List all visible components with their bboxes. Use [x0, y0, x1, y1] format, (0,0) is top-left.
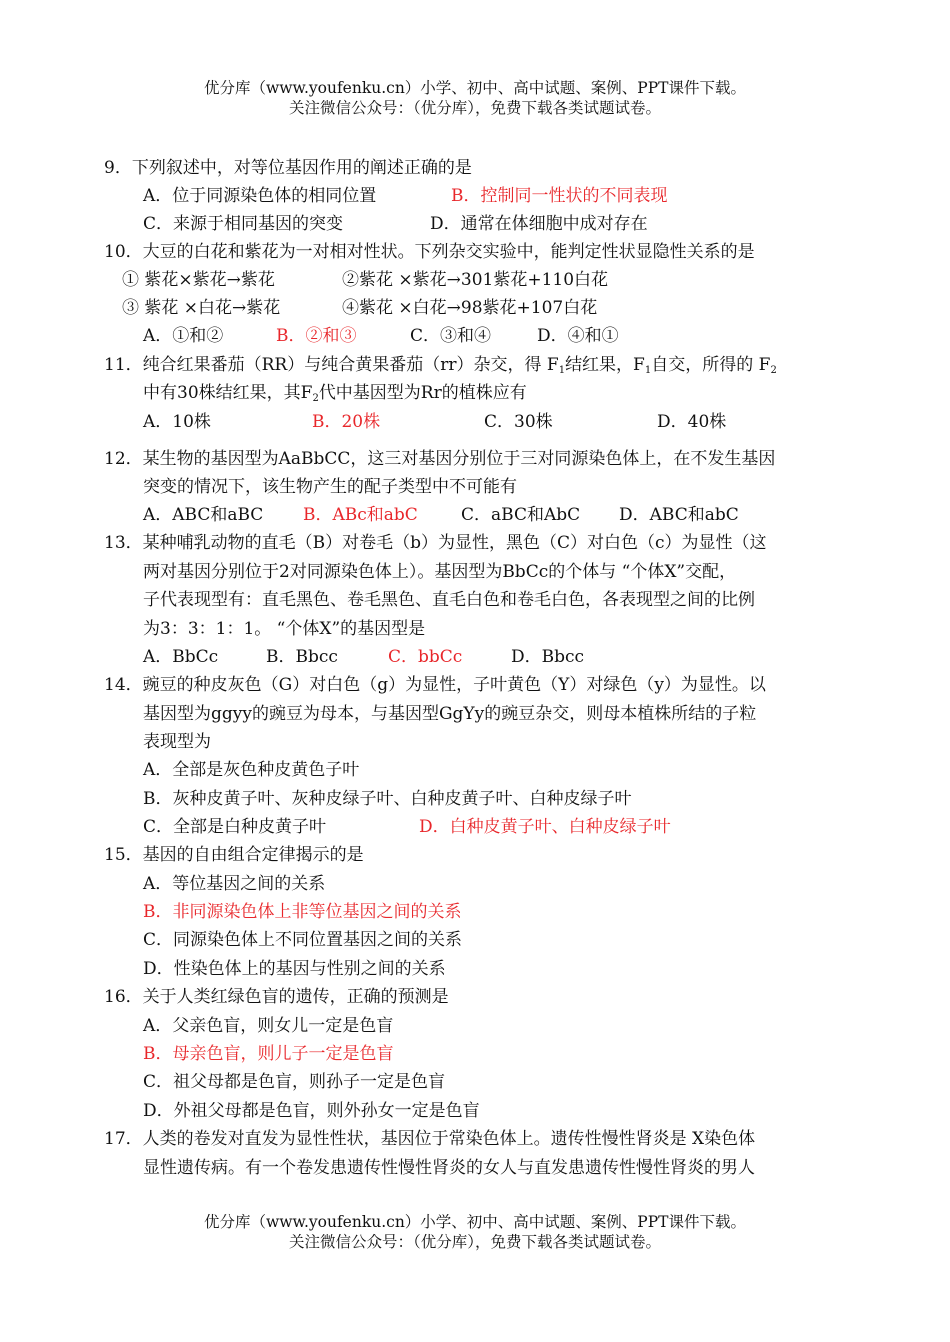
- q16-option-a: A．父亲色盲，则女儿一定是色盲: [143, 1016, 394, 1036]
- q10-option-b-answer: B．②和③: [276, 326, 357, 346]
- q16-option-b-answer: B．母亲色盲，则儿子一定是色盲: [143, 1044, 394, 1064]
- q16-option-d: D．外祖父母都是色盲，则外孙女一定是色盲: [143, 1101, 480, 1121]
- q15-option-c: C．同源染色体上不同位置基因之间的关系: [143, 930, 463, 950]
- q15-option-d: D．性染色体上的基因与性别之间的关系: [143, 959, 446, 979]
- q9-option-d: D．通常在体细胞中成对存在: [430, 214, 648, 234]
- subscript: 2: [770, 365, 777, 376]
- page-footer-line-1: 优分库（www.youfenku.cn）小学、初中、高中试题、案例、PPT课件下载。: [203, 1213, 747, 1231]
- subscript: 2: [312, 393, 319, 404]
- q16-option-c: C．祖父母都是色盲，则孙子一定是色盲: [143, 1072, 446, 1092]
- q10-option-c: C．③和④: [410, 326, 492, 346]
- q11-option-d: D．40株: [657, 412, 727, 432]
- q13-option-a: A．BbCc: [143, 647, 219, 667]
- q12-option-b-answer: B．ABc和abC: [303, 505, 418, 525]
- q11-option-c: C．30株: [484, 412, 553, 432]
- page-header-line-2: 关注微信公众号：（优分库），免费下载各类试题试卷。: [288, 99, 661, 117]
- q14-stem-line-2: 基因型为ggyy的豌豆为母本，与基因型GgYy的豌豆杂交，则母本植株所结的子粒: [143, 704, 757, 724]
- q13-stem-line-2: 两对基因分别位于2对同源染色体上）。基因型为BbCc的个体与 “个体X”交配，: [143, 562, 737, 582]
- q14-option-a: A．全部是灰色种皮黄色子叶: [143, 760, 360, 780]
- q9-option-b-answer: B．控制同一性状的不同表现: [451, 186, 668, 206]
- q11-stem-line-1: [104, 353, 777, 377]
- subscript: 1: [558, 365, 566, 376]
- q14-stem-line-3: 表现型为: [143, 732, 211, 752]
- q12-option-d: D．ABC和abC: [619, 505, 739, 525]
- q10-cross-3: ③ 紫花 ×白花→紫花: [122, 298, 281, 318]
- q10-stem: 10．大豆的白花和紫花为一对相对性状。下列杂交实验中，能判定性状显隐性关系的是: [104, 242, 755, 262]
- q15-stem: 15．基因的自由组合定律揭示的是: [104, 845, 364, 865]
- q14-option-d-answer: D．白种皮黄子叶、白种皮绿子叶: [419, 817, 671, 837]
- q10-option-a: A．①和②: [143, 326, 224, 346]
- q15-option-a: A．等位基因之间的关系: [143, 874, 326, 894]
- q13-stem-line-3: 子代表现型有：直毛黑色、卷毛黑色、直毛白色和卷毛白色，各表现型之间的比例: [143, 590, 755, 610]
- q11-text-b: 结红果，F: [565, 355, 645, 375]
- q9-option-a: A．位于同源染色体的相同位置: [143, 186, 377, 206]
- q14-option-b: B．灰种皮黄子叶、灰种皮绿子叶、白种皮黄子叶、白种皮绿子叶: [143, 789, 632, 809]
- q14-option-c: C．全部是白种皮黄子叶: [143, 817, 327, 837]
- q10-cross-2: ②紫花 ×紫花→301紫花+110白花: [342, 270, 609, 290]
- q13-stem-line-1: 13．某种哺乳动物的直毛（B）对卷毛（b）为显性，黑色（C）对白色（c）为显性（这: [104, 533, 767, 553]
- q15-option-b-answer: B．非同源染色体上非等位基因之间的关系: [143, 902, 462, 922]
- q13-option-c-answer: C．bbCc: [388, 647, 463, 667]
- page-header-line-1: 优分库（www.youfenku.cn）小学、初中、高中试题、案例、PPT课件下载。: [203, 79, 747, 97]
- subscript: 1: [644, 365, 652, 376]
- q13-option-d: D．Bbcc: [511, 647, 585, 667]
- q17-stem-line-1: 17．人类的卷发对直发为显性性状，基因位于常染色体上。遗传性慢性肾炎是 X染色体: [104, 1129, 756, 1149]
- q9-stem: 9．下列叙述中，对等位基因作用的阐述正确的是: [104, 158, 472, 178]
- q10-cross-4: ④紫花 ×白花→98紫花+107白花: [342, 298, 598, 318]
- q11-text-e: 代中基因型为Rr的植株应有: [318, 383, 527, 403]
- q11-stem-line-2: [143, 381, 527, 405]
- q9-option-c: C．来源于相同基因的突变: [143, 214, 344, 234]
- q12-stem-line-2: 突变的情况下，该生物产生的配子类型中不可能有: [143, 477, 517, 497]
- q12-stem-line-1: 12．某生物的基因型为AaBbCC，这三对基因分别位于三对同源染色体上，在不发生基因: [104, 449, 776, 469]
- q16-stem: 16．关于人类红绿色盲的遗传，正确的预测是: [104, 987, 449, 1007]
- q14-stem-line-1: 14．豌豆的种皮灰色（G）对白色（g）为显性，子叶黄色（Y）对绿色（y）为显性。以: [104, 675, 766, 695]
- q11-text-d: 中有30株结红果，其F: [143, 383, 313, 403]
- q10-cross-1: ① 紫花×紫花→紫花: [122, 270, 275, 290]
- q12-option-c: C．aBC和AbC: [461, 505, 581, 525]
- q17-stem-line-2: 显性遗传病。有一个卷发患遗传性慢性肾炎的女人与直发患遗传性慢性肾炎的男人: [143, 1158, 755, 1178]
- q11-text-c: 自交，所得的 F: [651, 355, 771, 375]
- page-footer-line-2: 关注微信公众号：（优分库），免费下载各类试题试卷。: [288, 1233, 661, 1251]
- q13-stem-line-4: 为3：3：1：1。 “个体X”的基因型是: [143, 619, 426, 639]
- q10-option-d: D．④和①: [537, 326, 619, 346]
- q12-option-a: A．ABC和aBC: [143, 505, 264, 525]
- q13-option-b: B．Bbcc: [266, 647, 338, 667]
- q11-option-a: A．10株: [143, 412, 211, 432]
- q11-text-a: 11．纯合红果番茄（RR）与纯合黄果番茄（rr）杂交，得 F: [104, 355, 559, 375]
- q11-option-b-answer: B．20株: [312, 412, 381, 432]
